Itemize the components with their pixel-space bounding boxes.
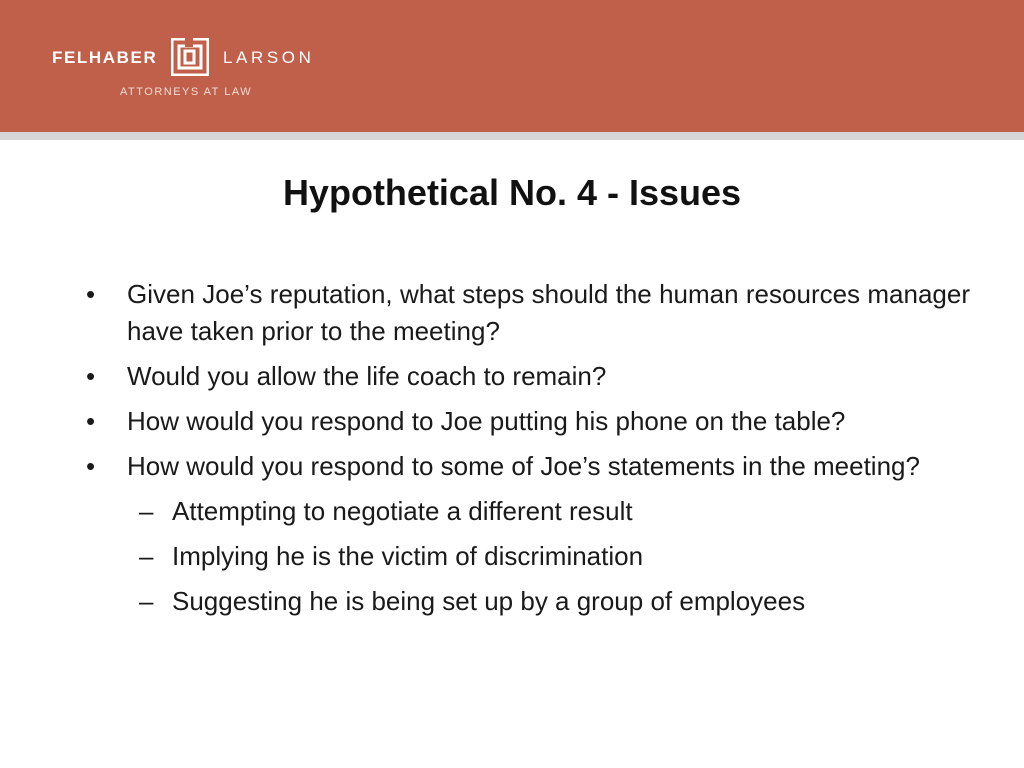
- bullet-text: Would you allow the life coach to remain?: [127, 361, 607, 391]
- logo-name-left: FELHABER: [52, 48, 158, 67]
- sub-bullet-item: [127, 583, 970, 620]
- bullet-marker: •: [86, 279, 96, 309]
- bullet-marker: •: [86, 361, 96, 391]
- header-band: [0, 0, 1024, 132]
- header-divider: [0, 132, 1024, 140]
- bullet-text: How would you respond to some of Joe’s statements in the meeting?: [127, 451, 920, 481]
- bullet-item: [82, 358, 970, 395]
- bullet-item: [82, 448, 970, 620]
- sub-bullet-marker: –: [139, 541, 154, 571]
- sub-bullet-marker: –: [139, 496, 154, 526]
- firm-logo: [52, 38, 332, 108]
- bullet-item: [82, 403, 970, 440]
- slide-title: Hypothetical No. 4 - Issues: [282, 172, 742, 213]
- sub-bullet-item: [127, 538, 970, 575]
- bullet-item: [82, 276, 970, 350]
- bullet-marker: •: [86, 406, 96, 436]
- slide-content: [82, 276, 970, 628]
- bullet-text: How would you respond to Joe putting his phone on the table?: [127, 406, 846, 436]
- bullet-marker: •: [86, 451, 96, 481]
- sub-bullet-list: [127, 493, 970, 620]
- bullet-list: [82, 276, 970, 620]
- bullet-text: Given Joe’s reputation, what steps should the human resources manager have taken prior to the meeting?: [127, 279, 970, 346]
- sub-bullet-text: Suggesting he is being set up by a group of employees: [172, 586, 806, 616]
- sub-bullet-text: Attempting to negotiate a different result: [172, 496, 633, 526]
- sub-bullet-marker: –: [139, 586, 154, 616]
- felhaber-larson-logo-mark-icon: [171, 38, 209, 76]
- sub-bullet-text: Implying he is the victim of discrimination: [172, 541, 644, 571]
- sub-bullet-item: [127, 493, 970, 530]
- logo-name-right: LARSON: [223, 48, 315, 67]
- logo-tagline: ATTORNEYS AT LAW: [120, 86, 253, 98]
